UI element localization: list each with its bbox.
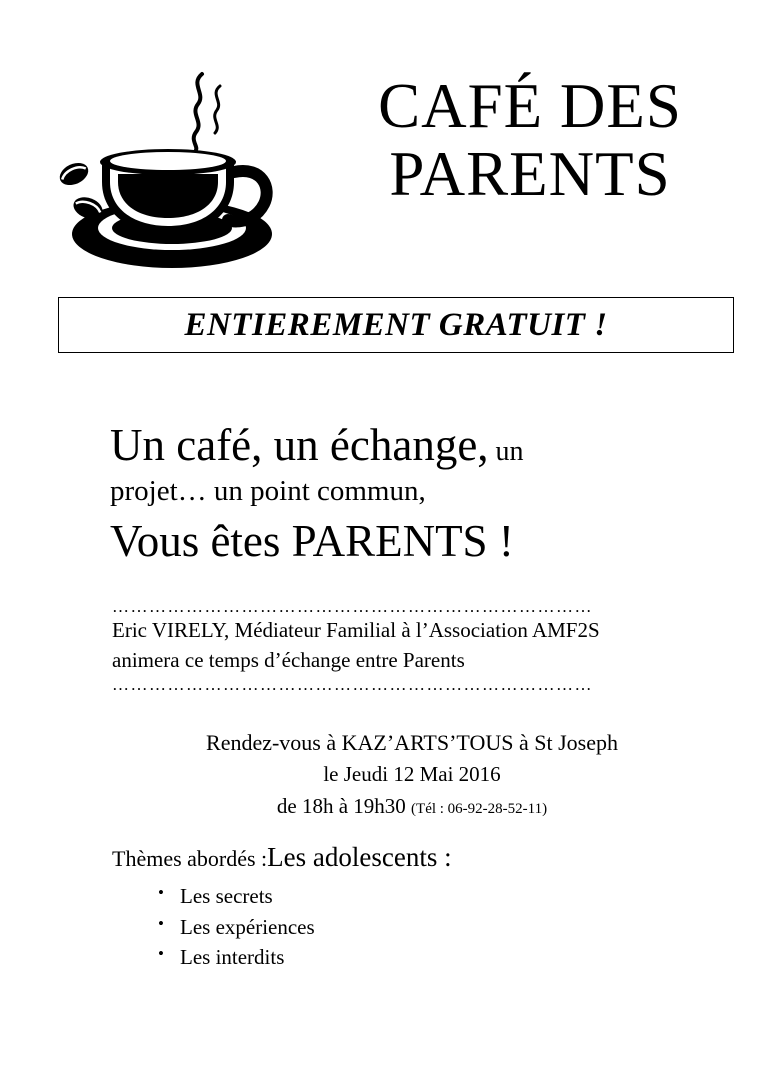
presenter-line-2: animera ce temps d’échange entre Parents xyxy=(112,648,465,673)
free-banner xyxy=(58,297,734,353)
meeting-date: le Jeudi 12 Mai 2016 xyxy=(323,762,501,786)
meeting-info xyxy=(112,726,712,822)
headline-line-3: Vous êtes PARENTS ! xyxy=(110,515,514,566)
divider-bottom: …………………………………………………………………… xyxy=(112,675,593,693)
meeting-place: Rendez-vous à KAZ’ARTS’TOUS à St Joseph xyxy=(206,730,618,755)
themes-topic: Les adolescents : xyxy=(267,842,452,872)
poster-header xyxy=(0,28,768,268)
headline-line-1-main: Un café, un échange, xyxy=(110,420,489,470)
themes-list xyxy=(112,881,712,973)
divider-top: …………………………………………………………………… xyxy=(112,598,593,615)
meeting-time: de 18h à 19h30 xyxy=(276,793,406,818)
headline-line-1-small: un xyxy=(488,436,524,467)
list-item: • Les secrets xyxy=(180,881,712,912)
themes-heading xyxy=(112,840,712,875)
coffee-cup-icon xyxy=(44,56,304,284)
list-item: • Les interdits xyxy=(180,942,712,973)
presenter-line-1: Eric VIRELY, Médiateur Familial à l’Association AMF2S xyxy=(112,618,600,642)
headline-line-1 xyxy=(110,420,730,470)
title-line-2: PARENTS xyxy=(389,139,671,210)
title-line-1: CAFÉ DES xyxy=(378,71,682,141)
free-banner-text: ENTIEREMENT GRATUIT ! xyxy=(184,306,608,343)
page-title xyxy=(320,72,740,208)
headline-line-2: projet… un point commun, xyxy=(110,475,426,508)
list-item: • Les expériences xyxy=(180,912,712,943)
meeting-time-row xyxy=(112,791,712,823)
presenter-block xyxy=(112,598,712,693)
headline-block xyxy=(110,420,730,567)
meeting-phone: (Tél : 06-92-28-52-11) xyxy=(411,800,548,817)
themes-block xyxy=(112,840,712,973)
themes-label: Thèmes abordés : xyxy=(112,846,268,871)
